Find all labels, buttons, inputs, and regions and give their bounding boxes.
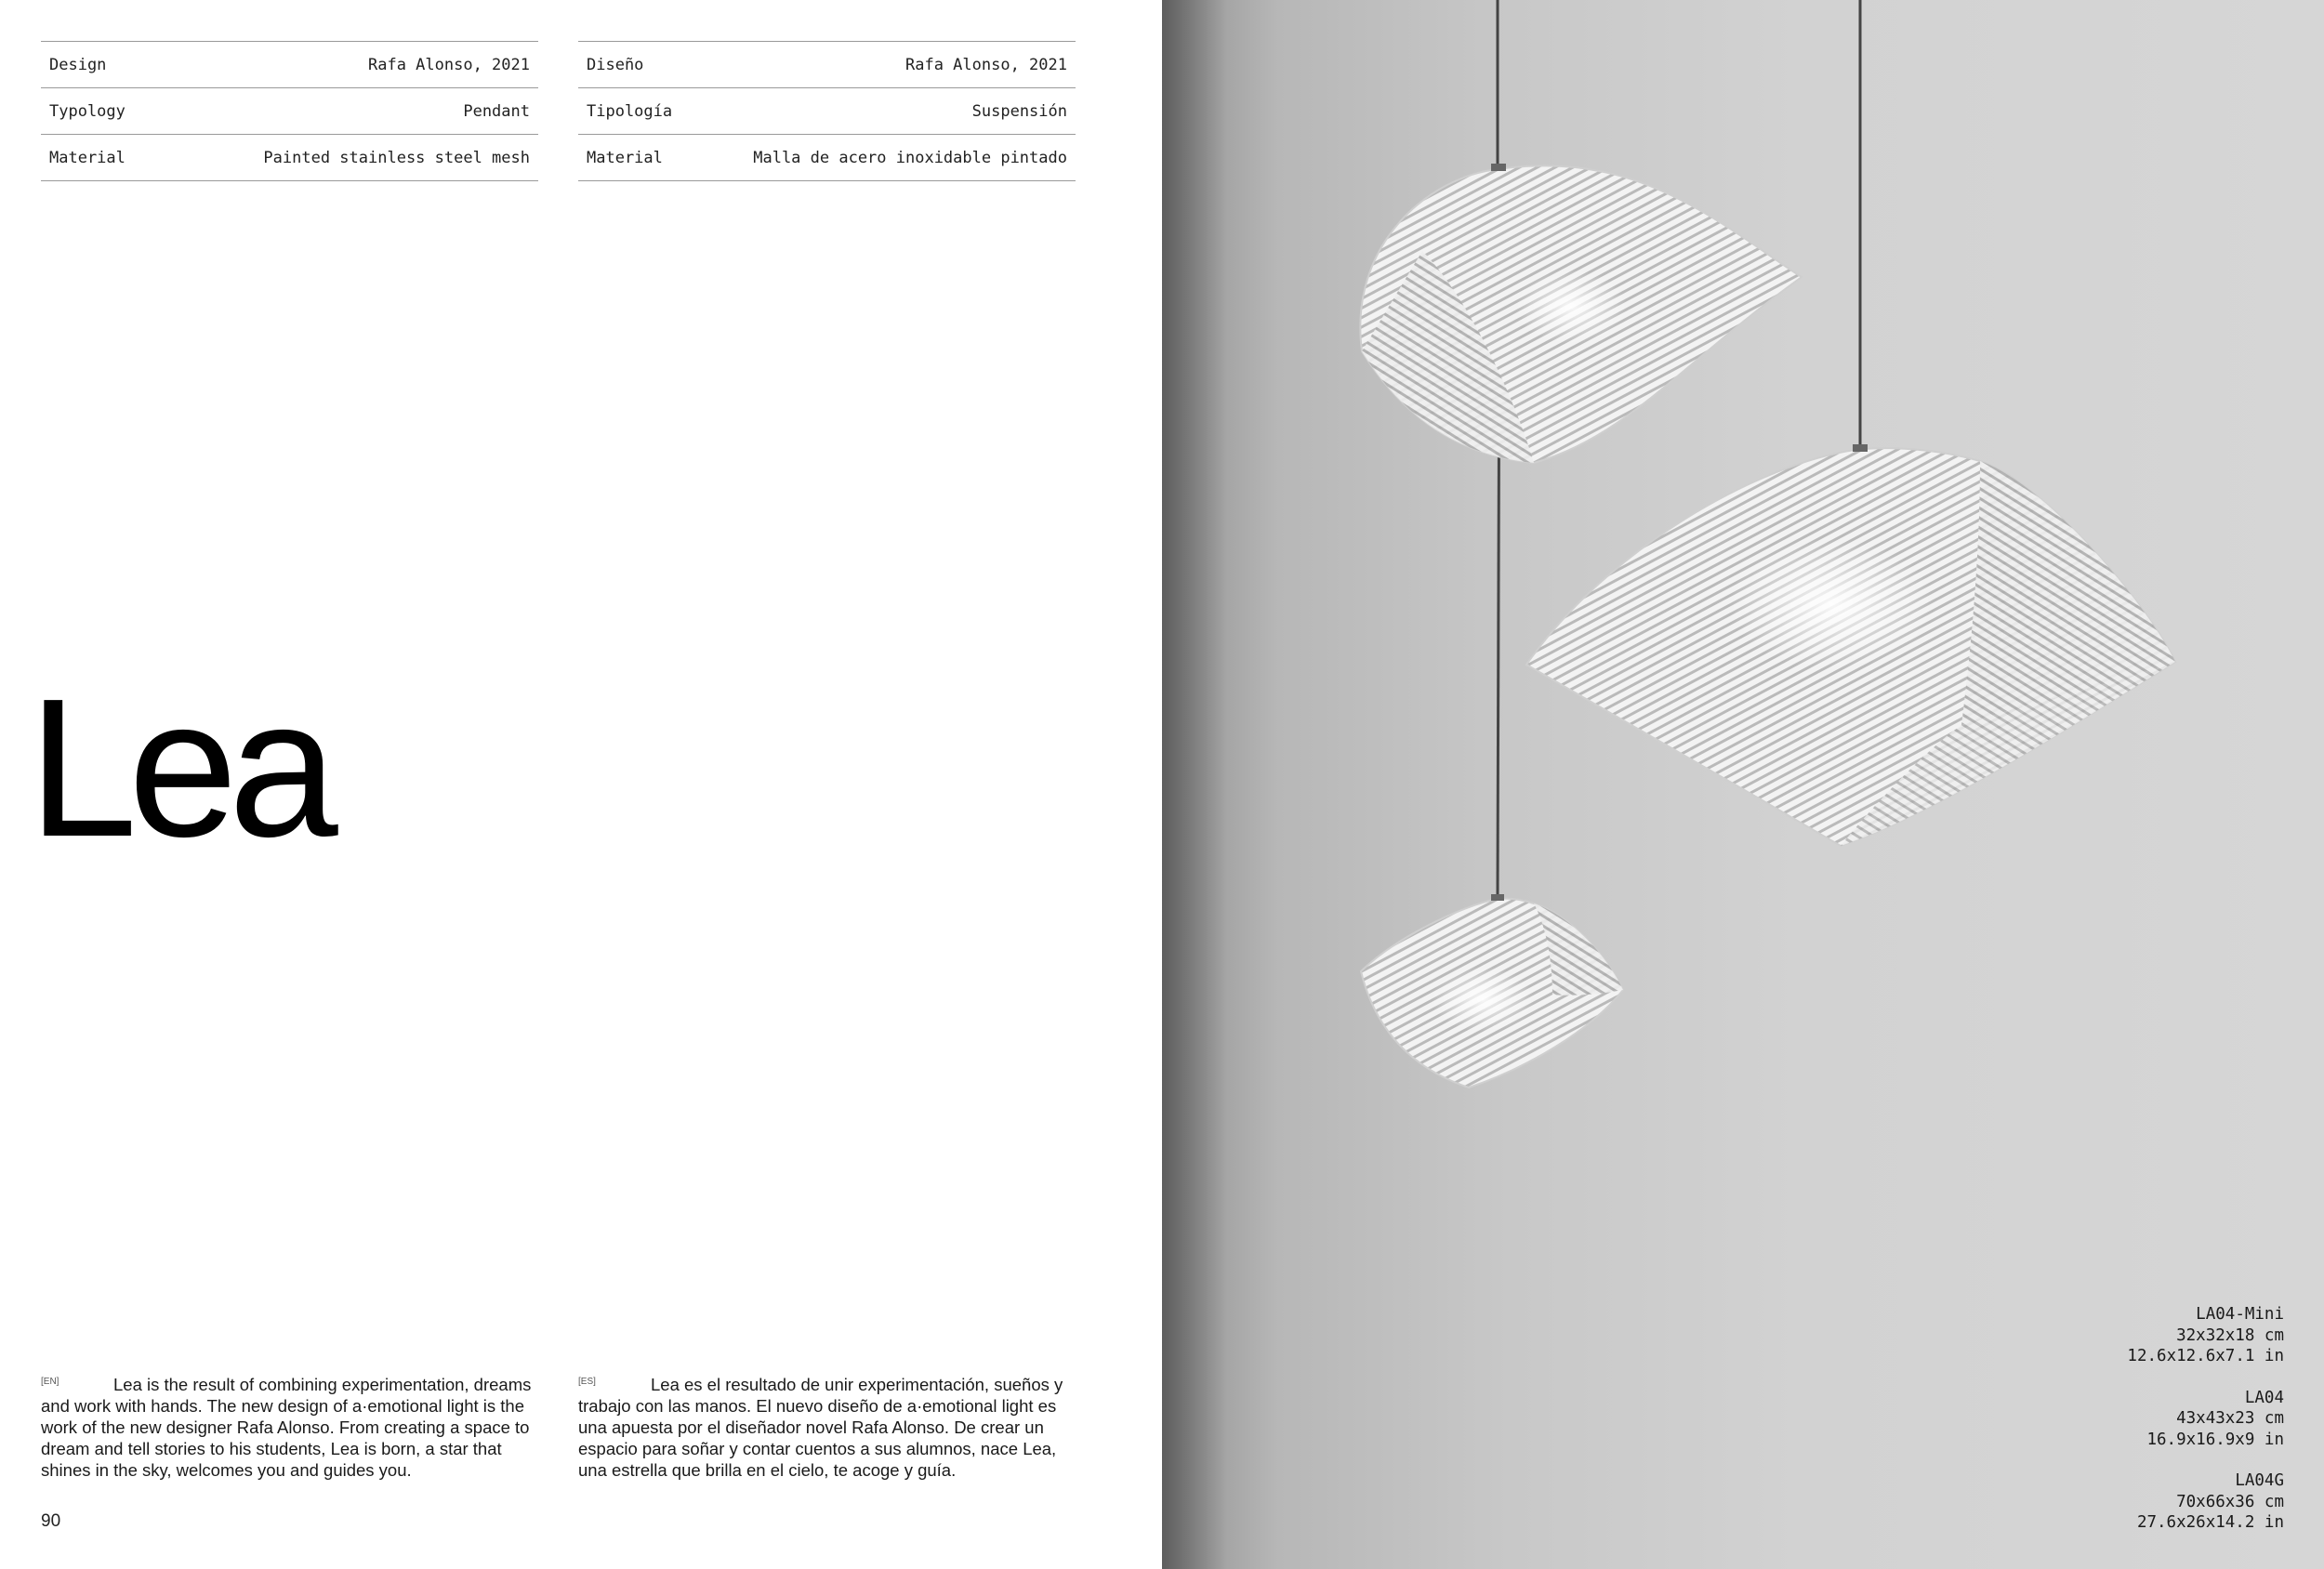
spec-value: Malla de acero inoxidable pintado — [753, 148, 1067, 167]
size-group-large — [2127, 1470, 2284, 1534]
spec-value: Pendant — [463, 101, 530, 121]
size-in: 16.9x16.9x9 in — [2146, 1430, 2284, 1449]
language-tag-es: [ES] — [578, 1377, 596, 1387]
description-text-en: Lea is the result of combining experimentation, dreams and work with hands. The new design of a·emotional light is the work of the new designer Rafa Alonso. From creating a space to dream and tell stories to his students, Lea is born, a star that shines in the sky, welcomes you and guides you. — [41, 1375, 532, 1480]
spec-row-design — [41, 42, 538, 88]
spec-label: Material — [49, 148, 125, 167]
page-gutter-shadow — [1162, 0, 1227, 1569]
spec-label: Diseño — [587, 55, 644, 74]
product-title: Lea — [28, 657, 329, 877]
spec-value: Rafa Alonso, 2021 — [905, 55, 1067, 74]
spec-label: Design — [49, 55, 107, 74]
size-group-mini — [2127, 1304, 2284, 1367]
spec-label: Typology — [49, 101, 125, 121]
spec-value: Suspensión — [971, 101, 1067, 121]
spec-row-material-es — [578, 135, 1076, 181]
size-cm: 70x66x36 cm — [2176, 1492, 2284, 1511]
description-es — [578, 1374, 1076, 1481]
product-photo — [1162, 0, 2324, 1569]
lamp-la04 — [1360, 164, 1802, 463]
size-list — [2127, 1304, 2284, 1554]
lamp-la04g — [1526, 444, 2175, 846]
model-code: LA04G — [2235, 1471, 2284, 1490]
description-en — [41, 1374, 538, 1481]
size-cm: 32x32x18 cm — [2176, 1325, 2284, 1345]
model-code: LA04-Mini — [2196, 1305, 2284, 1324]
model-code: LA04 — [2244, 1388, 2284, 1407]
language-tag-en: [EN] — [41, 1377, 59, 1387]
spec-row-tipologia — [578, 88, 1076, 135]
spec-row-diseno — [578, 42, 1076, 88]
size-in: 12.6x12.6x7.1 in — [2127, 1347, 2284, 1365]
size-group-medium — [2127, 1388, 2284, 1451]
spec-table-es — [578, 41, 1076, 181]
spec-label: Tipología — [587, 101, 673, 121]
spec-label: Material — [587, 148, 663, 167]
lamp-la04-mini — [1361, 894, 1623, 1088]
description-text-es: Lea es el resultado de unir experimentación, sueños y trabajo con las manos. El nuevo diseño de a·emotional light es una apuesta por el diseñador novel Rafa Alonso. De crear un espacio para soñar y contar cuentos a sus alumnos, nace Lea, una estrella que brilla en el cielo, te acoge y guía. — [578, 1375, 1063, 1480]
spec-table-en — [41, 41, 538, 181]
spec-row-material — [41, 135, 538, 181]
spec-value: Painted stainless steel mesh — [263, 148, 530, 167]
size-in: 27.6x26x14.2 in — [2136, 1513, 2284, 1532]
page-number: 90 — [41, 1511, 61, 1531]
spec-value: Rafa Alonso, 2021 — [368, 55, 530, 74]
size-cm: 43x43x23 cm — [2176, 1409, 2284, 1428]
spec-row-typology — [41, 88, 538, 135]
